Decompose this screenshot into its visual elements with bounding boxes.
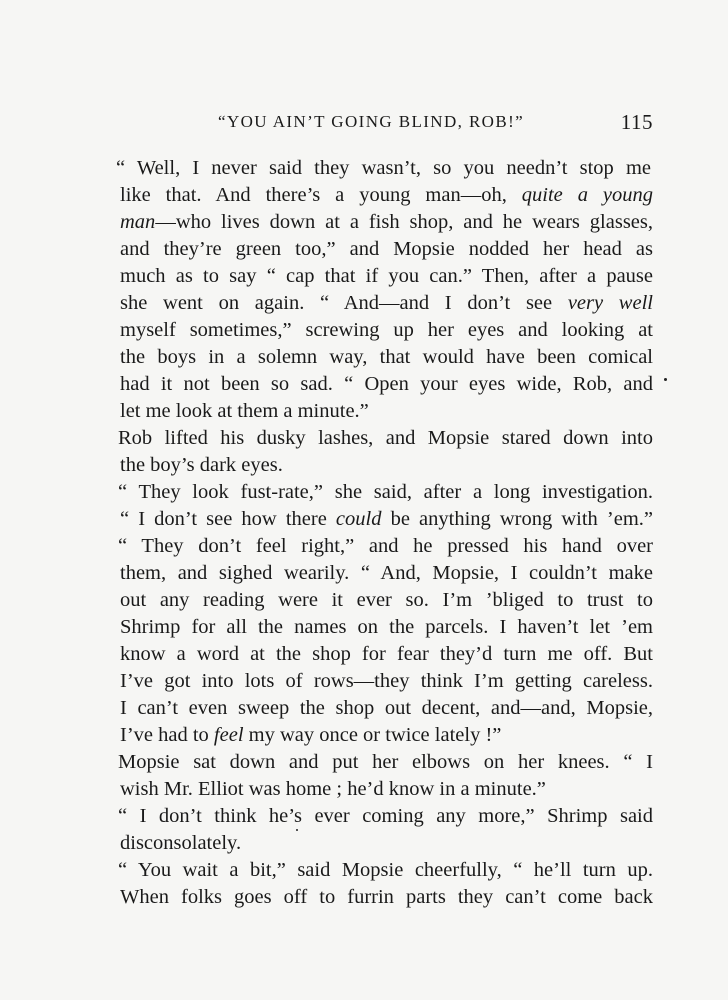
text-line: When folks goes off to furrin parts they can’t come back — [120, 886, 653, 908]
text-line: “ You wait a bit,” said Mopsie cheerfully, “ he’ll turn up. — [118, 859, 653, 881]
text-line: “ They don’t feel right,” and he pressed his hand over — [118, 535, 653, 557]
text-line: much as to say “ cap that if you can.” Then, after a pause — [120, 265, 653, 287]
text-line: Shrimp for all the names on the parcels. I haven’t let ’em — [120, 616, 653, 638]
running-head — [120, 112, 653, 138]
text-line: the boy’s dark eyes. — [120, 454, 283, 476]
text-line: “ I don’t think he’s ever coming any more,” Shrimp said — [118, 805, 653, 827]
text-line: Rob lifted his dusky lashes, and Mopsie stared down into — [118, 427, 653, 449]
text-line: “ I don’t see how there could be anything wrong with ’em.” — [120, 508, 654, 530]
text-line: the boys in a solemn way, that would have been comical — [120, 346, 653, 368]
text-line: them, and sighed wearily. “ And, Mopsie, I couldn’t make — [120, 562, 653, 584]
text-line: let me look at them a minute.” — [120, 400, 369, 422]
text-line: myself sometimes,” screwing up her eyes and looking at — [120, 319, 653, 341]
text-line: out any reading were it ever so. I’m ’bliged to trust to — [120, 589, 653, 611]
print-speck — [664, 378, 667, 381]
running-title: “YOU AIN’T GOING BLIND, ROB!” — [218, 112, 525, 131]
text-line: know a word at the shop for fear they’d turn me off. But — [120, 643, 653, 665]
text-line: had it not been so sad. “ Open your eyes wide, Rob, and — [120, 373, 653, 395]
text-line: I’ve had to feel my way once or twice lately !” — [120, 724, 502, 746]
text-line: Mopsie sat down and put her elbows on her knees. “ I — [118, 751, 653, 773]
text-line: I can’t even sweep the shop out decent, and—and, Mopsie, — [120, 697, 653, 719]
text-line: like that. And there’s a young man—oh, quite a young — [120, 184, 653, 206]
text-line: “ They look fust-rate,” she said, after a long investigation. — [118, 481, 653, 503]
text-line: she went on again. “ And—and I don’t see very well — [120, 292, 653, 314]
page-number: 115 — [620, 110, 653, 134]
text-line: disconsolately. — [120, 832, 242, 854]
text-line: and they’re green too,” and Mopsie nodded her head as — [120, 238, 653, 260]
text-line: wish Mr. Elliot was home ; he’d know in a minute.” — [120, 778, 546, 800]
text-line: I’ve got into lots of rows—they think I’m getting careless. — [120, 670, 653, 692]
text-line: man—who lives down at a fish shop, and he wears glasses, — [120, 211, 653, 233]
text-line: “ Well, I never said they wasn’t, so you needn’t stop me — [116, 157, 651, 179]
print-speck — [296, 829, 298, 831]
